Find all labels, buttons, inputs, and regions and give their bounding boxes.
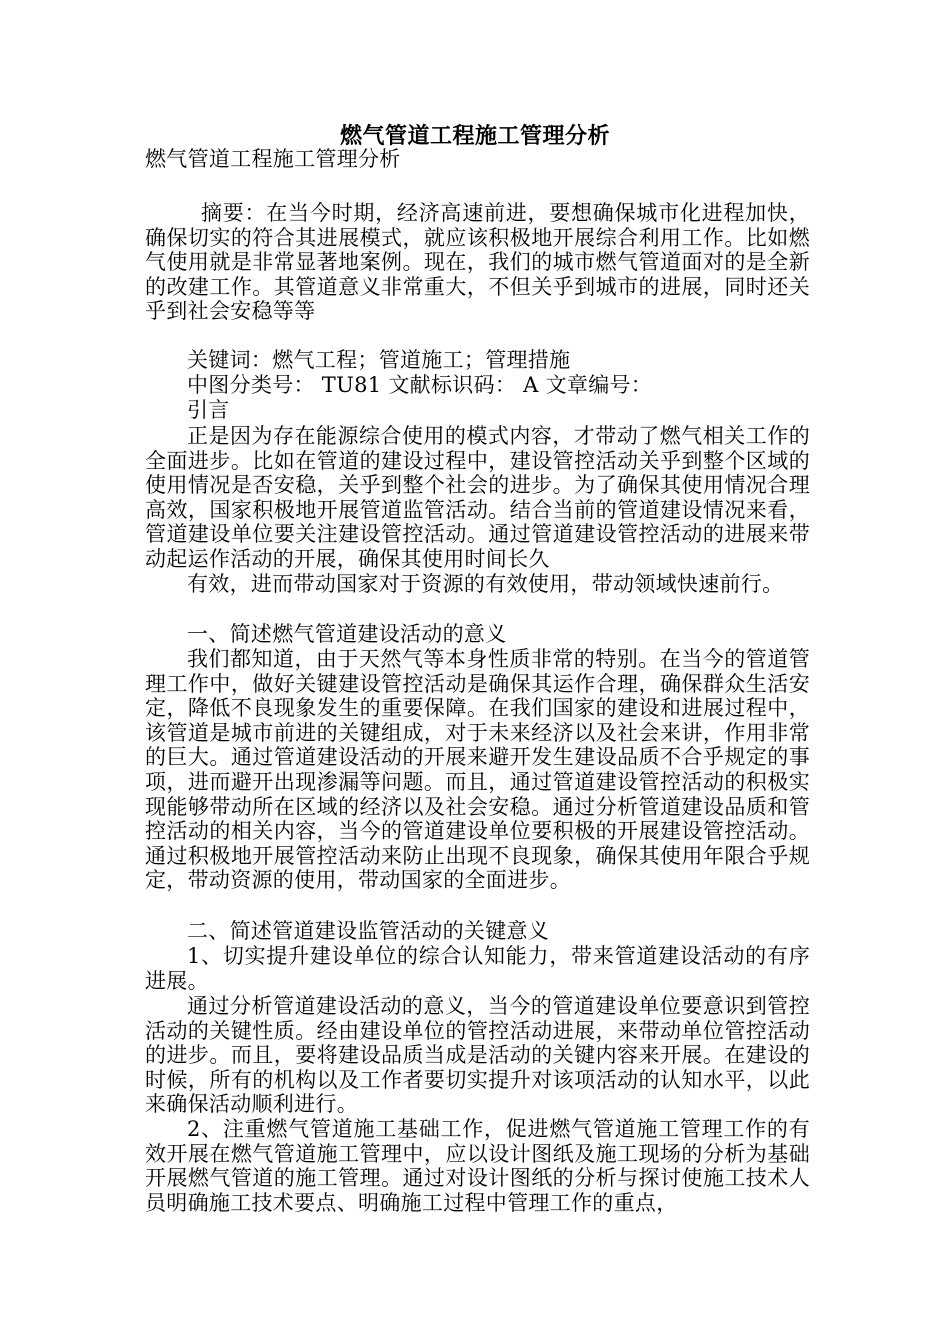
- section-1-heading: 一、简述燃气管道建设活动的意义: [187, 622, 507, 646]
- intro-paragraph-continued: 有效，进而带动国家对于资源的有效使用，带动领域快速前行。: [187, 572, 784, 596]
- document-title: 燃气管道工程施工管理分析: [339, 123, 610, 149]
- keywords-line: 关键词：燃气工程；管道施工；管理措施: [187, 348, 571, 372]
- document-subtitle: 燃气管道工程施工管理分析: [145, 147, 401, 171]
- section-1-paragraph: 我们都知道，由于天然气等本身性质非常的特别。在当今的管道管理工作中，做好关键建设管控活动是确保其运作合理，确保群众生活安定，降低不良现象发生的重要保障。在我们国家的建设和进展过程中，该管道是城市前进的关键组成，对于未来经济以及社会来讲，作用非常的巨大。通过管道建设活动的开展来避开发生建设品质不合乎规定的事项，进而避开出现渗漏等问题。而且，通过管道建设管控活动的积极实现能够带动所在区域的经济以及社会安稳。通过分析管道建设品质和管控活动的相关内容，当今的管道建设单位要积极的开展建设管控活动。通过积极地开展管控活动来防止出现不良现象，确保其使用年限合乎规定，带动资源的使用，带动国家的全面进步。: [145, 647, 810, 893]
- section-2-heading: 二、简述管道建设监管活动的关键意义: [187, 919, 550, 943]
- section-2-item-2: 2、注重燃气管道施工基础工作，促进燃气管道施工管理工作的有效开展在燃气管道施工管理中，应以设计图纸及施工现场的分析为基础开展燃气管道的施工管理。通过对设计图纸的分析与探讨使施工技术人员明确施工技术要点、明确施工过程中管理工作的重点，: [145, 1117, 810, 1215]
- intro-heading: 引言: [187, 398, 230, 422]
- section-2-paragraph-1: 通过分析管道建设活动的意义，当今的管道建设单位要意识到管控活动的关键性质。经由建设单位的管控活动进展，来带动单位管控活动的进步。而且，要将建设品质当成是活动的关键内容来开展。在建设的时候，所有的机构以及工作者要切实提升对该项活动的认知水平，以此来确保活动顺利进行。: [145, 994, 810, 1117]
- abstract-paragraph: 摘要：在当今时期，经济高速前进，要想确保城市化进程加快，确保切实的符合其进展模式，就应该积极地开展综合利用工作。比如燃气使用就是非常显著地案例。现在，我们的城市燃气管道面对的是全新的改建工作。其管道意义非常重大，不但关乎到城市的进展，同时还关乎到社会安稳等等: [145, 201, 810, 324]
- intro-paragraph: 正是因为存在能源综合使用的模式内容，才带动了燃气相关工作的全面进步。比如在管道的建设过程中，建设管控活动关乎到整个区域的使用情况是否安稳，关乎到整个社会的进步。为了确保其使用情况合理高效，国家积极地开展管道监管活动。结合当前的管道建设情况来看，管道建设单位要关注建设管控活动。通过管道建设管控活动的进展来带动起运作活动的开展，确保其使用时间长久: [145, 424, 810, 571]
- section-2-item-1: 1、切实提升建设单位的综合认知能力，带来管道建设活动的有序进展。: [145, 944, 810, 993]
- classification-line: 中图分类号： TU81 文献标识码： A 文章编号：: [187, 373, 653, 397]
